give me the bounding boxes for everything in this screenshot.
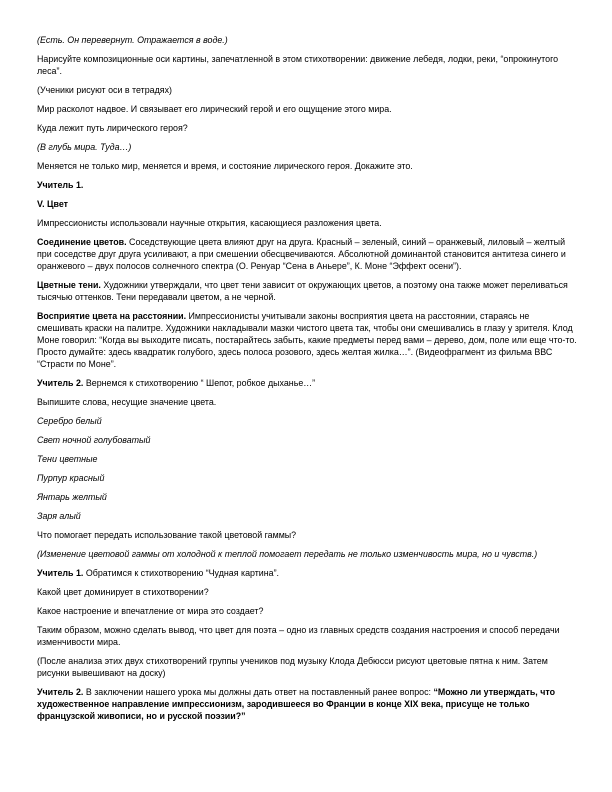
paragraph-time-change: Меняется не только мир, меняется и время, и состояние лирического героя. Докажите это. (37, 161, 413, 171)
text-final-intro: В заключении нашего урока мы должны дать ответ на поставленный ранее вопрос: (83, 687, 434, 697)
teacher-1-label: Учитель 1. (37, 568, 84, 578)
final-question: “Можно ли утверждать, что художественное направление импрессионизм, зародившееся во Франции в конце XIX века, присуще не только французской живописи, но и русской поэзии?” (37, 687, 556, 721)
teacher-2-label: Учитель 2. (37, 687, 84, 697)
note-debussy-drawing: (После анализа этих двух стихотворений группы учеников под музыку Клода Дебюсси рисуют цветовые пятна к ним. Затем рисунки вывешивают на доску) (37, 656, 548, 678)
text-teacher-1-poem: Обратимся к стихотворению “Чудная картина”. (83, 568, 280, 578)
document-page (37, 34, 577, 729)
paragraph-scientific-discoveries: Импрессионисты использовали научные открытия, касающиеся разложения цвета. (37, 218, 382, 228)
section-heading-color: V. Цвет (37, 199, 69, 209)
note-students-draw-axes: (Ученики рисуют оси в тетрадях) (37, 85, 172, 95)
text-teacher-2-return: Вернемся к стихотворению “ Шепот, робкое дыханье…” (83, 378, 316, 388)
text-color-combination: Соседствующие цвета влияют друг на друга. Красный – зеленый, синий – оранжевый, лиловый – желтый при соседстве друг друга усиливают, а при смешении обесцвечиваются. Абсолютной доминантой становится антитеза синего и оранжевого – двух полосов солнечного спектра (О. Ренуар “Сена в Аньере”, К. Моне “Эффект осени”). (37, 237, 566, 271)
paragraph-teacher-1-poem (37, 567, 577, 579)
color-word: Янтарь желтый (37, 492, 107, 502)
question-mood: Какое настроение и впечатление от мира это создает? (37, 606, 264, 616)
student-answer-depth: (В глубь мира. Туда…) (37, 142, 132, 152)
paragraph-composition-axes: Нарисуйте композиционные оси картины, запечатленной в этом стихотворении: движение лебедя, лодки, реки, “опрокинутого леса”. (37, 54, 559, 76)
paragraph-color-combination (37, 236, 577, 272)
question-dominant-color: Какой цвет доминирует в стихотворении? (37, 587, 209, 597)
student-answer-reflection: (Есть. Он перевернут. Отражается в воде.) (37, 35, 228, 45)
color-word: Свет ночной голубоватый (37, 435, 151, 445)
term-colored-shadows: Цветные тени. (37, 280, 101, 290)
paragraph-final-question (37, 686, 577, 722)
color-word: Заря алый (37, 511, 81, 521)
term-color-distance: Восприятие цвета на расстоянии. (37, 311, 187, 321)
question-color-gamut: Что помогает передать использование такой цветовой гаммы? (37, 530, 297, 540)
paragraph-teacher-2-return (37, 377, 577, 389)
paragraph-conclusion-color: Таким образом, можно сделать вывод, что цвет для поэта – одно из главных средств создания настроения и способ передачи изменчивости мира. (37, 625, 560, 647)
paragraph-world-split: Мир расколот надвое. И связывает его лирический герой и его ощущение этого мира. (37, 104, 392, 114)
text-colored-shadows: Художники утверждали, что цвет тени зависит от окружающих цветов, а поэтому она также может переливаться тысячью оттенков. Тени передавали цветом, а не черной. (37, 280, 568, 302)
paragraph-colored-shadows (37, 279, 577, 303)
question-hero-path: Куда лежит путь лирического героя? (37, 123, 188, 133)
student-answer-gamut: (Изменение цветовой гаммы от холодной к теплой помогает передать не только изменчивость мира, но и чувств.) (37, 549, 538, 559)
term-color-combination: Соединение цветов. (37, 237, 127, 247)
teacher-2-label: Учитель 2. (37, 378, 84, 388)
task-write-color-words: Выпишите слова, несущие значение цвета. (37, 397, 217, 407)
paragraph-color-distance (37, 310, 577, 370)
teacher-1-label: Учитель 1. (37, 180, 84, 190)
color-word: Тени цветные (37, 454, 98, 464)
color-word: Серебро белый (37, 416, 102, 426)
text-color-distance: Импрессионисты учитывали законы восприятия цвета на расстоянии, стараясь не смешивать краски на палитре. Художники накладывали мазки чистого цвета так, чтобы они смешивались в глазу у зрителя. Клод Моне говорил: “Когда вы выходите писать, постарайтесь забыть, какие предметы перед вами – дерево, дом, поле или еще что-то. Просто думайте: здесь квадратик голубого, здесь полоса розового, здесь желтая жилка…”. (Видеофрагмент из фильма ВВС “Страсти по Моне”. (37, 311, 577, 369)
color-word: Пурпур красный (37, 473, 105, 483)
